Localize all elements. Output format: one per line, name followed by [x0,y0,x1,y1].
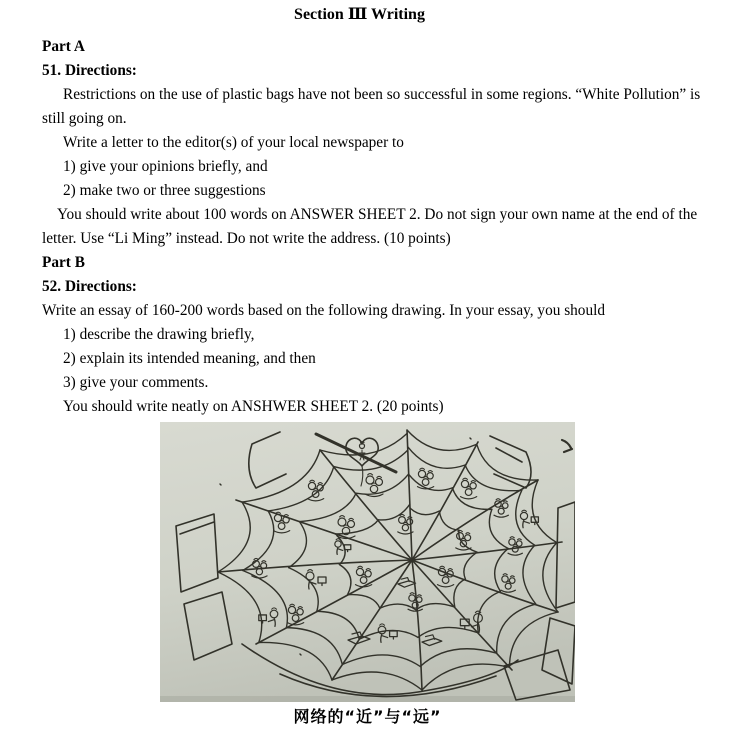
spider-web-drawing-image [160,422,575,702]
part-b-list-item: 2) explain its intended meaning, and then [63,350,316,367]
part-a-list-item: 2) make two or three suggestions [63,182,266,199]
figure-caption: 网络的“近”与“远” [293,707,442,726]
part-a-paragraph-line: You should write about 100 words on ANSWER SHEET 2. Do not sign your own name at the end of the [57,206,698,223]
part-a-paragraph-line: still going on. [42,110,127,127]
part-b-paragraph-line: Write an essay of 160-200 words based on the following drawing. In your essay, you should [42,302,605,319]
part-a-paragraph-line: Restrictions on the use of plastic bags have not been so successful in some regions. “White Pollution” is [63,86,701,103]
part-a-list-item: 1) give your opinions briefly, and [63,158,268,175]
part-a-directions-label: 51. Directions: [42,62,137,79]
part-b-heading: Part B [42,254,85,271]
part-a-heading: Part A [42,38,85,55]
essay-drawing-figure [160,422,575,702]
part-b-list-item: 3) give your comments. [63,374,209,391]
part-b-paragraph-line: You should write neatly on ANSHWER SHEET 2. (20 points) [63,398,444,415]
photo-bottom-shadow [160,696,575,702]
page-title: Section Ⅲ Writing [294,6,425,23]
part-a-paragraph-line: Write a letter to the editor(s) of your local newspaper to [63,134,404,151]
part-b-directions-label: 52. Directions: [42,278,137,295]
part-b-list-item: 1) describe the drawing briefly, [63,326,255,343]
part-a-paragraph-line: letter. Use “Li Ming” instead. Do not write the address. (10 points) [42,230,451,247]
